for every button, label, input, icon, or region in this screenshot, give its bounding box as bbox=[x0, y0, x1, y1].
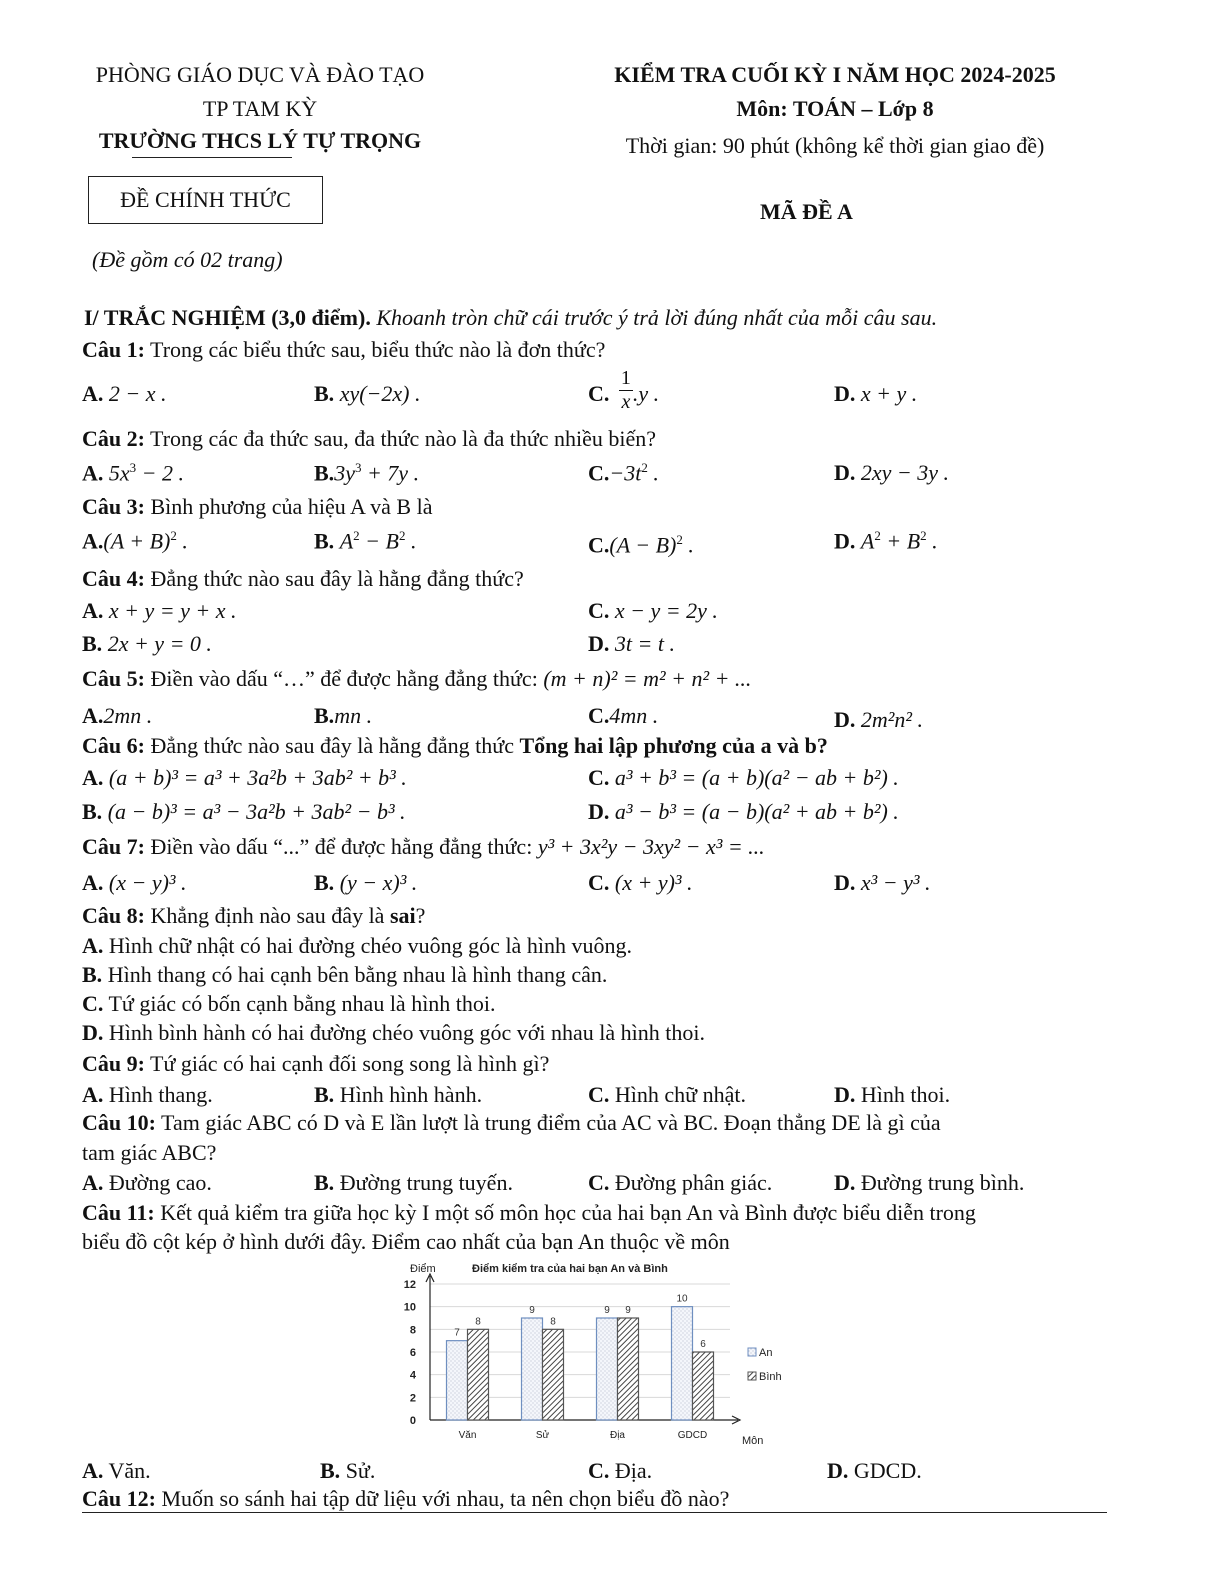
q6-options-row1 bbox=[82, 765, 1122, 795]
q7-options bbox=[82, 870, 1122, 900]
q11-option-b[interactable]: B. Sử. bbox=[320, 1458, 376, 1483]
question-11: Câu 11: Kết quả kiểm tra giữa học kỳ I một số môn học của hai bạn An và Bình được biểu diễn trong bbox=[82, 1200, 976, 1225]
data-label: 8 bbox=[550, 1316, 556, 1328]
q1-text: Trong các biểu thức sau, biểu thức nào là đơn thức? bbox=[144, 337, 606, 362]
dept-name: PHÒNG GIÁO DỤC VÀ ĐÀO TẠO bbox=[95, 62, 425, 87]
legend-label: An bbox=[759, 1347, 773, 1359]
question-10: Câu 10: Tam giác ABC có D và E lần lượt là trung điểm của AC và BC. Đoạn thẳng DE là gì của bbox=[82, 1110, 941, 1135]
official-box bbox=[88, 176, 323, 224]
q9-option-c[interactable]: C. Hình chữ nhật. bbox=[588, 1082, 746, 1107]
exam-duration: Thời gian: 90 phút (không kể thời gian giao đề) bbox=[625, 133, 1045, 158]
q7-option-b[interactable]: B. (y − x)³ . bbox=[314, 870, 418, 895]
bar-Bình bbox=[468, 1329, 489, 1420]
section-title: I/ TRẮC NGHIỆM (3,0 điểm). bbox=[84, 305, 371, 330]
chart-title: Điểm kiểm tra của hai bạn An và Bình bbox=[472, 1263, 668, 1275]
q9-option-d[interactable]: D. Hình thoi. bbox=[834, 1082, 951, 1107]
q6-options-row2 bbox=[82, 799, 1122, 829]
q4-options-row1 bbox=[82, 598, 1122, 628]
q5-options bbox=[82, 703, 1122, 733]
q5-option-d[interactable]: D. 2m²n² . bbox=[834, 707, 923, 732]
data-label: 10 bbox=[676, 1293, 688, 1305]
q2-option-a[interactable]: A. $5x^3 - 2$ . bbox=[82, 460, 185, 486]
y-tick-label: 0 bbox=[409, 1415, 416, 1427]
q1-options bbox=[82, 367, 1122, 413]
header-underline bbox=[132, 157, 292, 158]
q3-option-a[interactable]: $A.(A + B)^2$ . bbox=[82, 528, 188, 554]
chart-xlabel: Môn bbox=[742, 1435, 764, 1447]
x-tick-label: Sử bbox=[535, 1430, 550, 1441]
exam-title: KIỂM TRA CUỐI KỲ I NĂM HỌC 2024-2025 bbox=[614, 62, 1056, 87]
bar-An bbox=[522, 1318, 543, 1420]
q11-option-d[interactable]: D. GDCD. bbox=[827, 1458, 922, 1483]
subject-grade: Môn: TOÁN – Lớp 8 bbox=[736, 96, 934, 121]
bar-Bình bbox=[693, 1352, 714, 1420]
question-4: Câu 4: Đẳng thức nào sau đây là hằng đẳng thức? bbox=[82, 566, 524, 591]
city-name: TP TAM KỲ bbox=[202, 96, 318, 121]
y-tick-label: 8 bbox=[409, 1324, 416, 1337]
q5-option-c[interactable]: C.4mn . bbox=[588, 703, 659, 728]
q11-options bbox=[82, 1458, 1122, 1488]
q10-option-a[interactable]: A. Đường cao. bbox=[82, 1170, 212, 1195]
q1-option-a[interactable]: A. 2 − x . bbox=[82, 381, 167, 406]
q3-option-d[interactable]: D. $A^2 + B^2$ . bbox=[834, 528, 938, 554]
legend-swatch-Bình bbox=[748, 1372, 756, 1380]
q4-option-a[interactable]: A. x + y = y + x . bbox=[82, 598, 237, 623]
q8-option-b[interactable]: B. Hình thang có hai cạnh bên bằng nhau là hình thang cân. bbox=[82, 962, 608, 987]
grouped-bar-chart bbox=[380, 1258, 800, 1458]
q6-option-d[interactable]: D. a³ − b³ = (a − b)(a² + ab + b²) . bbox=[588, 799, 899, 824]
q8-option-a[interactable]: A. Hình chữ nhật có hai đường chéo vuông góc là hình vuông. bbox=[82, 933, 632, 958]
q9-option-b[interactable]: B. Hình hình hành. bbox=[314, 1082, 483, 1107]
q7-option-a[interactable]: A. (x − y)³ . bbox=[82, 870, 187, 895]
q4-options-row2 bbox=[82, 631, 1122, 661]
q6-option-b[interactable]: B. (a − b)³ = a³ − 3a²b + 3ab² − b³ . bbox=[82, 799, 406, 824]
question-1 bbox=[82, 337, 605, 363]
data-label: 8 bbox=[475, 1316, 481, 1328]
data-label: 6 bbox=[700, 1339, 706, 1350]
exam-code: MÃ ĐỀ A bbox=[760, 199, 853, 224]
q3-option-b[interactable]: B. $A^2 - B^2$ . bbox=[314, 528, 417, 554]
q8-option-d[interactable]: D. Hình bình hành có hai đường chéo vuông góc với nhau là hình thoi. bbox=[82, 1020, 705, 1045]
q2-options bbox=[82, 460, 1122, 490]
q2-option-c[interactable]: $C.-3t^2$ . bbox=[588, 460, 659, 486]
q7-option-d[interactable]: D. x³ − y³ . bbox=[834, 870, 931, 895]
section-heading bbox=[84, 305, 937, 331]
q2-option-d[interactable]: D. 2xy − 3y . bbox=[834, 460, 950, 485]
x-tick-label: Văn bbox=[458, 1430, 477, 1441]
bar-An bbox=[447, 1341, 468, 1420]
bar-An bbox=[672, 1307, 693, 1420]
page-bottom-rule bbox=[82, 1512, 1107, 1513]
q8-option-c[interactable]: C. Tứ giác có bốn cạnh bằng nhau là hình thoi. bbox=[82, 991, 496, 1016]
bar-An bbox=[597, 1318, 618, 1420]
legend-label: Bình bbox=[759, 1371, 782, 1383]
q3-option-c[interactable]: $C.(A - B)^2$ . bbox=[588, 532, 694, 558]
y-tick-label: 6 bbox=[409, 1347, 416, 1359]
q2-option-b[interactable]: $B.3y^3 + 7y$ . bbox=[314, 460, 420, 486]
question-9: Câu 9: Tứ giác có hai cạnh đối song song là hình gì? bbox=[82, 1051, 550, 1076]
q1-option-d[interactable]: D. x + y . bbox=[834, 381, 918, 406]
y-tick-label: 10 bbox=[403, 1301, 416, 1314]
y-tick-label: 12 bbox=[403, 1279, 416, 1291]
y-tick-label: 4 bbox=[409, 1369, 416, 1382]
question-8: Câu 8: Khẳng định nào sau đây là sai? bbox=[82, 903, 426, 928]
question-5: Câu 5: Điền vào dấu “…” để được hằng đẳng thức: (m + n)² = m² + n² + ... bbox=[82, 666, 752, 691]
q5-option-b[interactable]: B.mn . bbox=[314, 703, 373, 728]
q4-option-c[interactable]: C. x − y = 2y . bbox=[588, 598, 718, 623]
q4-option-d[interactable]: D. 3t = t . bbox=[588, 631, 675, 656]
q10-option-d[interactable]: D. Đường trung bình. bbox=[834, 1170, 1025, 1195]
question-2: Câu 2: Trong các đa thức sau, đa thức nào là đa thức nhiều biến? bbox=[82, 426, 657, 451]
data-label: 9 bbox=[604, 1305, 610, 1316]
question-10-cont: tam giác ABC? bbox=[82, 1140, 217, 1165]
q5-option-a[interactable]: A.2mn . bbox=[82, 703, 153, 728]
x-tick-label: Địa bbox=[609, 1430, 626, 1441]
q6-option-a[interactable]: A. (a + b)³ = a³ + 3a²b + 3ab² + b³ . bbox=[82, 765, 407, 790]
q11-option-a[interactable]: A. Văn. bbox=[82, 1458, 151, 1483]
q9-options bbox=[82, 1082, 1122, 1112]
data-label: 7 bbox=[454, 1327, 460, 1339]
data-label: 9 bbox=[625, 1305, 631, 1316]
q1-label: Câu 1: bbox=[82, 337, 145, 362]
q10-option-b[interactable]: B. Đường trung tuyến. bbox=[314, 1170, 513, 1195]
chart-ylabel: Điểm bbox=[410, 1263, 436, 1275]
official-label: ĐỀ CHÍNH THỨC bbox=[120, 187, 291, 212]
legend-swatch-An bbox=[748, 1348, 756, 1356]
section-instruction: Khoanh tròn chữ cái trước ý trả lời đúng nhất của mỗi câu sau. bbox=[370, 305, 938, 330]
q9-option-a[interactable]: A. Hình thang. bbox=[82, 1082, 213, 1107]
question-3: Câu 3: Bình phương của hiệu A và B là bbox=[82, 494, 433, 519]
q1-option-c[interactable]: C. $\frac{1}{x}$ .y . bbox=[588, 367, 660, 413]
q1-option-b[interactable]: B. xy(−2x) . bbox=[314, 381, 421, 406]
y-tick-label: 2 bbox=[409, 1392, 416, 1405]
bar-Bình bbox=[543, 1329, 564, 1420]
pages-note: (Đề gồm có 02 trang) bbox=[92, 247, 283, 272]
q10-option-c[interactable]: C. Đường phân giác. bbox=[588, 1170, 773, 1195]
x-tick-label: GDCD bbox=[677, 1430, 708, 1441]
question-7: Câu 7: Điền vào dấu “...” để được hằng đẳng thức: y³ + 3x²y − 3xy² − x³ = ... bbox=[82, 834, 765, 859]
question-6: Câu 6: Đẳng thức nào sau đây là hằng đẳng thức Tổng hai lập phương của a và b? bbox=[82, 733, 828, 758]
q4-option-b[interactable]: B. 2x + y = 0 . bbox=[82, 631, 212, 656]
bar-Bình bbox=[618, 1318, 639, 1420]
q11-option-c[interactable]: C. Địa. bbox=[588, 1458, 653, 1483]
q7-option-c[interactable]: C. (x + y)³ . bbox=[588, 870, 693, 895]
question-12: Câu 12: Muốn so sánh hai tập dữ liệu với nhau, ta nên chọn biểu đồ nào? bbox=[82, 1486, 730, 1511]
question-11-cont: biểu đồ cột kép ở hình dưới đây. Điểm cao nhất của bạn An thuộc về môn bbox=[82, 1229, 730, 1254]
q3-options bbox=[82, 528, 1122, 558]
q6-option-c[interactable]: C. a³ + b³ = (a + b)(a² − ab + b²) . bbox=[588, 765, 899, 790]
q10-options bbox=[82, 1170, 1122, 1200]
q1-fraction: $\frac{1}{x}$ bbox=[620, 367, 631, 413]
school-name: TRƯỜNG THCS LÝ TỰ TRỌNG bbox=[98, 128, 422, 153]
data-label: 9 bbox=[529, 1305, 535, 1316]
